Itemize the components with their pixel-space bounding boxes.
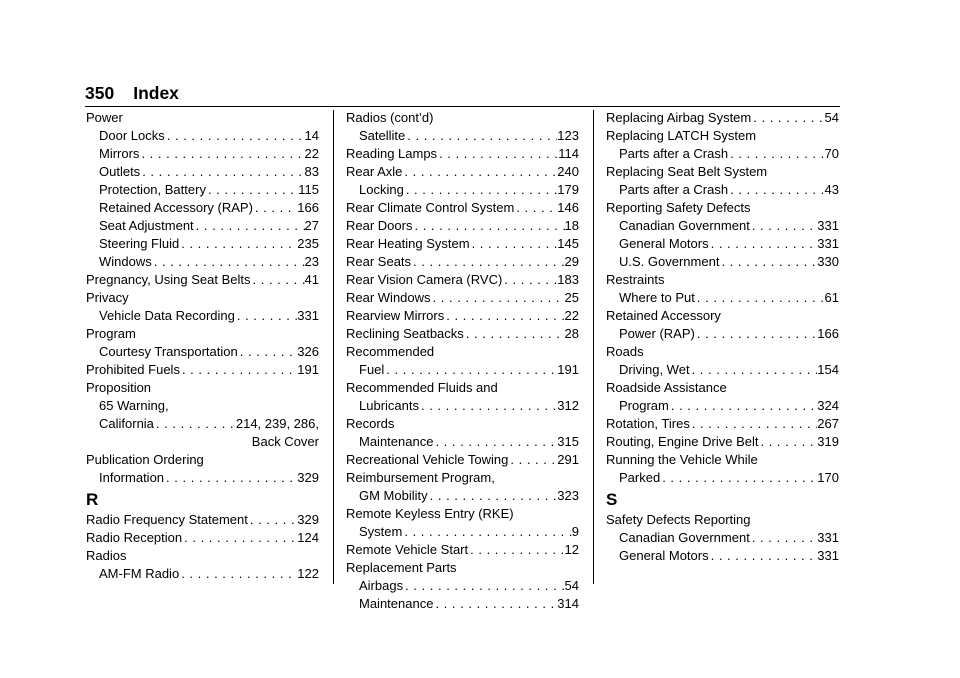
entry-text: Power (RAP) [619,326,695,341]
dot-leader [179,565,297,583]
page-reference: 54 [824,110,839,125]
section-letter: S [606,490,618,509]
entry-text: Remote Vehicle Start [346,542,469,557]
page-reference: 191 [557,362,579,377]
index-heading: Remote Keyless Entry (RKE) [346,506,514,521]
entry-text: Windows [99,254,152,269]
index-entry [606,415,839,433]
index-subentry [86,217,319,235]
entry-text: Protection, Battery [99,182,206,197]
index-subentry [346,397,579,415]
index-entry [346,235,579,253]
page-reference: 267 [817,416,839,431]
column-divider [593,110,594,584]
index-entry [86,361,319,379]
entry-text: Canadian Government [619,218,750,233]
index-entry [86,529,319,547]
entry-text: Routing, Engine Drive Belt [606,434,759,449]
dot-leader [690,415,817,433]
dot-leader [750,217,817,235]
page-reference: 331 [817,548,839,563]
entry-text: Retained Accessory (RAP) [99,200,253,215]
page-reference: 9 [571,524,579,539]
entry-text: Lubricants [359,398,419,413]
index-subentry [346,523,579,541]
entry-text: Locking [359,182,404,197]
entry-text: Radio Frequency Statement [86,512,248,527]
entry-text: Reading Lamps [346,146,438,161]
dot-leader [182,529,297,547]
dot-leader [719,253,817,271]
dot-leader [180,361,297,379]
dot-leader [464,325,565,343]
page-reference: 323 [557,488,579,503]
page-title: Index [133,83,179,103]
dot-leader [140,163,304,181]
dot-leader [251,271,305,289]
page-reference: 83 [304,164,319,179]
index-subentry [86,235,319,253]
entry-text: Replacing Airbag System [606,110,752,125]
index-subentry [86,307,319,325]
index-heading: Recommended [346,344,435,359]
page-reference: 27 [304,218,319,233]
entry-text: Rotation, Tires [606,416,690,431]
dot-leader [751,109,824,127]
dot-leader [669,397,817,415]
entry-text: California [99,416,154,431]
page-reference: 28 [564,326,579,341]
page-reference: 179 [557,182,579,197]
header-line [85,82,840,104]
dot-leader [179,235,297,253]
index-heading: Replacement Parts [346,560,457,575]
dot-leader [428,487,558,505]
entry-text: Pregnancy, Using Seat Belts [86,272,251,287]
entry-text: Vehicle Data Recording [99,308,235,323]
index-heading: Replacing Seat Belt System [606,164,768,179]
entry-text: Canadian Government [619,530,750,545]
dot-leader [405,127,557,145]
page-reference: 29 [564,254,579,269]
entry-text: Fuel [359,362,385,377]
dot-leader [758,433,817,451]
page-reference: 315 [557,434,579,449]
index-subentry [606,325,839,343]
index-subentry-text: 65 Warning, [99,398,169,413]
entry-text: System [359,524,403,539]
index-heading: Recommended Fluids and [346,380,498,395]
dot-leader [433,595,557,613]
page-number: 350 [85,83,115,103]
entry-text: Rear Vision Camera (RVC) [346,272,503,287]
entry-text: Prohibited Fuels [86,362,180,377]
dot-leader [411,253,564,271]
dot-leader [402,523,571,541]
index-subentry [86,127,319,145]
page-reference: 14 [304,128,319,143]
page-reference: 43 [824,182,839,197]
index-subentry [606,547,839,565]
page-reference: 291 [557,452,579,467]
page-reference: 166 [817,326,839,341]
index-entry [346,451,579,469]
index-subentry [346,433,579,451]
entry-text: General Motors [619,548,709,563]
index-subentry [606,289,839,307]
index-subentry [606,397,839,415]
index-heading: Records [346,416,395,431]
entry-text: Parked [619,470,661,485]
dot-leader [206,181,298,199]
page-reference: 331 [817,236,839,251]
page-reference: 329 [297,470,319,485]
dot-leader [709,547,818,565]
index-entry [86,511,319,529]
entry-text: Radio Reception [86,530,183,545]
dot-leader [403,577,564,595]
entry-text: GM Mobility [359,488,428,503]
entry-text: Rear Windows [346,290,431,305]
dot-leader [468,541,564,559]
dot-leader [437,145,558,163]
dot-leader [508,451,557,469]
index-subentry [346,127,579,145]
entry-text: Rear Axle [346,164,403,179]
index-column-3 [606,109,839,565]
entry-text: Rear Doors [346,218,413,233]
dot-leader [695,289,825,307]
index-entry [346,307,579,325]
index-subentry [86,253,319,271]
page-reference: 191 [297,362,319,377]
index-subentry [606,253,839,271]
entry-text: Rear Seats [346,254,412,269]
dot-leader [152,253,305,271]
index-subentry [86,343,319,361]
index-heading: Reporting Safety Defects [606,200,751,215]
entry-text: Seat Adjustment [99,218,194,233]
dot-leader [660,469,817,487]
dot-leader [419,397,557,415]
page-reference: 214, 239, 286, [235,416,319,431]
entry-text: Program [619,398,669,413]
page-reference: 54 [564,578,579,593]
page-reference: 145 [557,236,579,251]
dot-leader [709,235,818,253]
index-heading: Program [86,326,136,341]
index-entry [346,253,579,271]
index-column-2 [346,109,579,613]
dot-leader [412,217,564,235]
page-reference: 61 [824,290,839,305]
index-entry [346,271,579,289]
index-subentry [346,361,579,379]
entry-text: Rear Heating System [346,236,470,251]
index-subentry [606,469,839,487]
page-reference: 22 [304,146,319,161]
page-reference: 166 [297,200,319,215]
entry-text: Maintenance [359,434,434,449]
page-header [85,82,840,104]
entry-text: Where to Put [619,290,695,305]
entry-text: Parts after a Crash [619,146,729,161]
index-subentry [86,469,319,487]
index-entry [346,289,579,307]
dot-leader [728,145,824,163]
dot-leader [154,415,236,433]
page-reference: 312 [557,398,579,413]
header-rule [85,106,840,107]
page-reference: 235 [297,236,319,251]
dot-leader [194,217,305,235]
column-divider [333,110,334,584]
index-heading: Roadside Assistance [606,380,727,395]
index-subentry [606,529,839,547]
page-reference: 329 [297,512,319,527]
index-subentry [606,235,839,253]
page-reference: 331 [297,308,319,323]
index-subentry [606,145,839,163]
entry-text: Parts after a Crash [619,182,729,197]
dot-leader [470,235,558,253]
dot-leader [253,199,297,217]
entry-text: Airbags [359,578,404,593]
entry-text: Maintenance [359,596,434,611]
index-entry [346,217,579,235]
entry-text: Rear Climate Control System [346,200,515,215]
index-subentry [346,487,579,505]
page-reference: 124 [297,530,319,545]
page-reference: 115 [298,182,319,197]
dot-leader [164,469,297,487]
dot-leader [235,307,297,325]
index-entry [86,271,319,289]
dot-leader [248,511,297,529]
index-subentry [346,595,579,613]
entry-text: Information [99,470,165,485]
index-entry [346,163,579,181]
index-entry [346,199,579,217]
index-subentry [86,163,319,181]
dot-leader [695,325,817,343]
entry-text: Steering Fluid [99,236,180,251]
index-entry [346,541,579,559]
index-subentry [606,361,839,379]
dot-leader [404,181,557,199]
page-reference-continued: Back Cover [251,434,319,449]
index-heading: Safety Defects Reporting [606,512,751,527]
index-subentry [86,565,319,583]
index-heading: Radios [86,548,127,563]
entry-text: Door Locks [99,128,165,143]
index-heading: Radios (cont’d) [346,110,434,125]
index-subentry [346,577,579,595]
entry-text: Satellite [359,128,406,143]
entry-text: Reclining Seatbacks [346,326,464,341]
page-reference: 319 [817,434,839,449]
page-reference: 23 [304,254,319,269]
page-reference: 25 [564,290,579,305]
index-entry [606,109,839,127]
index-heading: Power [86,110,123,125]
page-reference: 123 [557,128,579,143]
entry-text: Driving, Wet [619,362,690,377]
entry-text: Recreational Vehicle Towing [346,452,509,467]
entry-text: General Motors [619,236,709,251]
page-reference: 70 [824,146,839,161]
page-reference: 154 [817,362,839,377]
dot-leader [139,145,304,163]
page-reference: 330 [817,254,839,269]
dot-leader [502,271,557,289]
index-subentry [606,181,839,199]
dot-leader [514,199,557,217]
index-subentry [86,415,319,433]
dot-leader [750,529,817,547]
page-reference: 122 [297,566,319,581]
index-heading: Running the Vehicle While [606,452,758,467]
dot-leader [444,307,564,325]
page-reference: 314 [557,596,579,611]
page-reference: 331 [817,218,839,233]
index-subentry [346,181,579,199]
page-reference: 12 [564,542,579,557]
page-reference: 22 [564,308,579,323]
entry-text: Outlets [99,164,141,179]
dot-leader [238,343,298,361]
page-reference: 331 [817,530,839,545]
entry-text: Rearview Mirrors [346,308,445,323]
dot-leader [433,433,557,451]
dot-leader [431,289,565,307]
index-subentry [86,181,319,199]
dot-leader [384,361,557,379]
page-reference: 41 [304,272,319,287]
entry-text: Mirrors [99,146,140,161]
index-heading: Retained Accessory [606,308,721,323]
index-entry [346,325,579,343]
page-reference: 146 [557,200,579,215]
index-heading: Reimbursement Program, [346,470,495,485]
index-heading: Privacy [86,290,129,305]
entry-text: AM-FM Radio [99,566,180,581]
index-entry [606,433,839,451]
page-reference: 240 [557,164,579,179]
index-subentry [606,217,839,235]
entry-text: U.S. Government [619,254,720,269]
page-reference: 18 [564,218,579,233]
index-subentry [86,199,319,217]
dot-leader [728,181,824,199]
page-reference: 170 [817,470,839,485]
page-reference: 183 [557,272,579,287]
index-column-1 [86,109,319,583]
index-heading: Restraints [606,272,665,287]
page-reference: 114 [558,146,579,161]
entry-text: Courtesy Transportation [99,344,238,359]
index-subentry [86,145,319,163]
index-heading: Proposition [86,380,152,395]
dot-leader [690,361,818,379]
page-reference: 324 [817,398,839,413]
index-heading: Replacing LATCH System [606,128,757,143]
dot-leader [165,127,305,145]
index-entry [346,145,579,163]
index-heading: Roads [606,344,644,359]
index-heading: Publication Ordering [86,452,204,467]
section-letter: R [86,490,99,509]
dot-leader [402,163,557,181]
page-reference: 326 [297,344,319,359]
